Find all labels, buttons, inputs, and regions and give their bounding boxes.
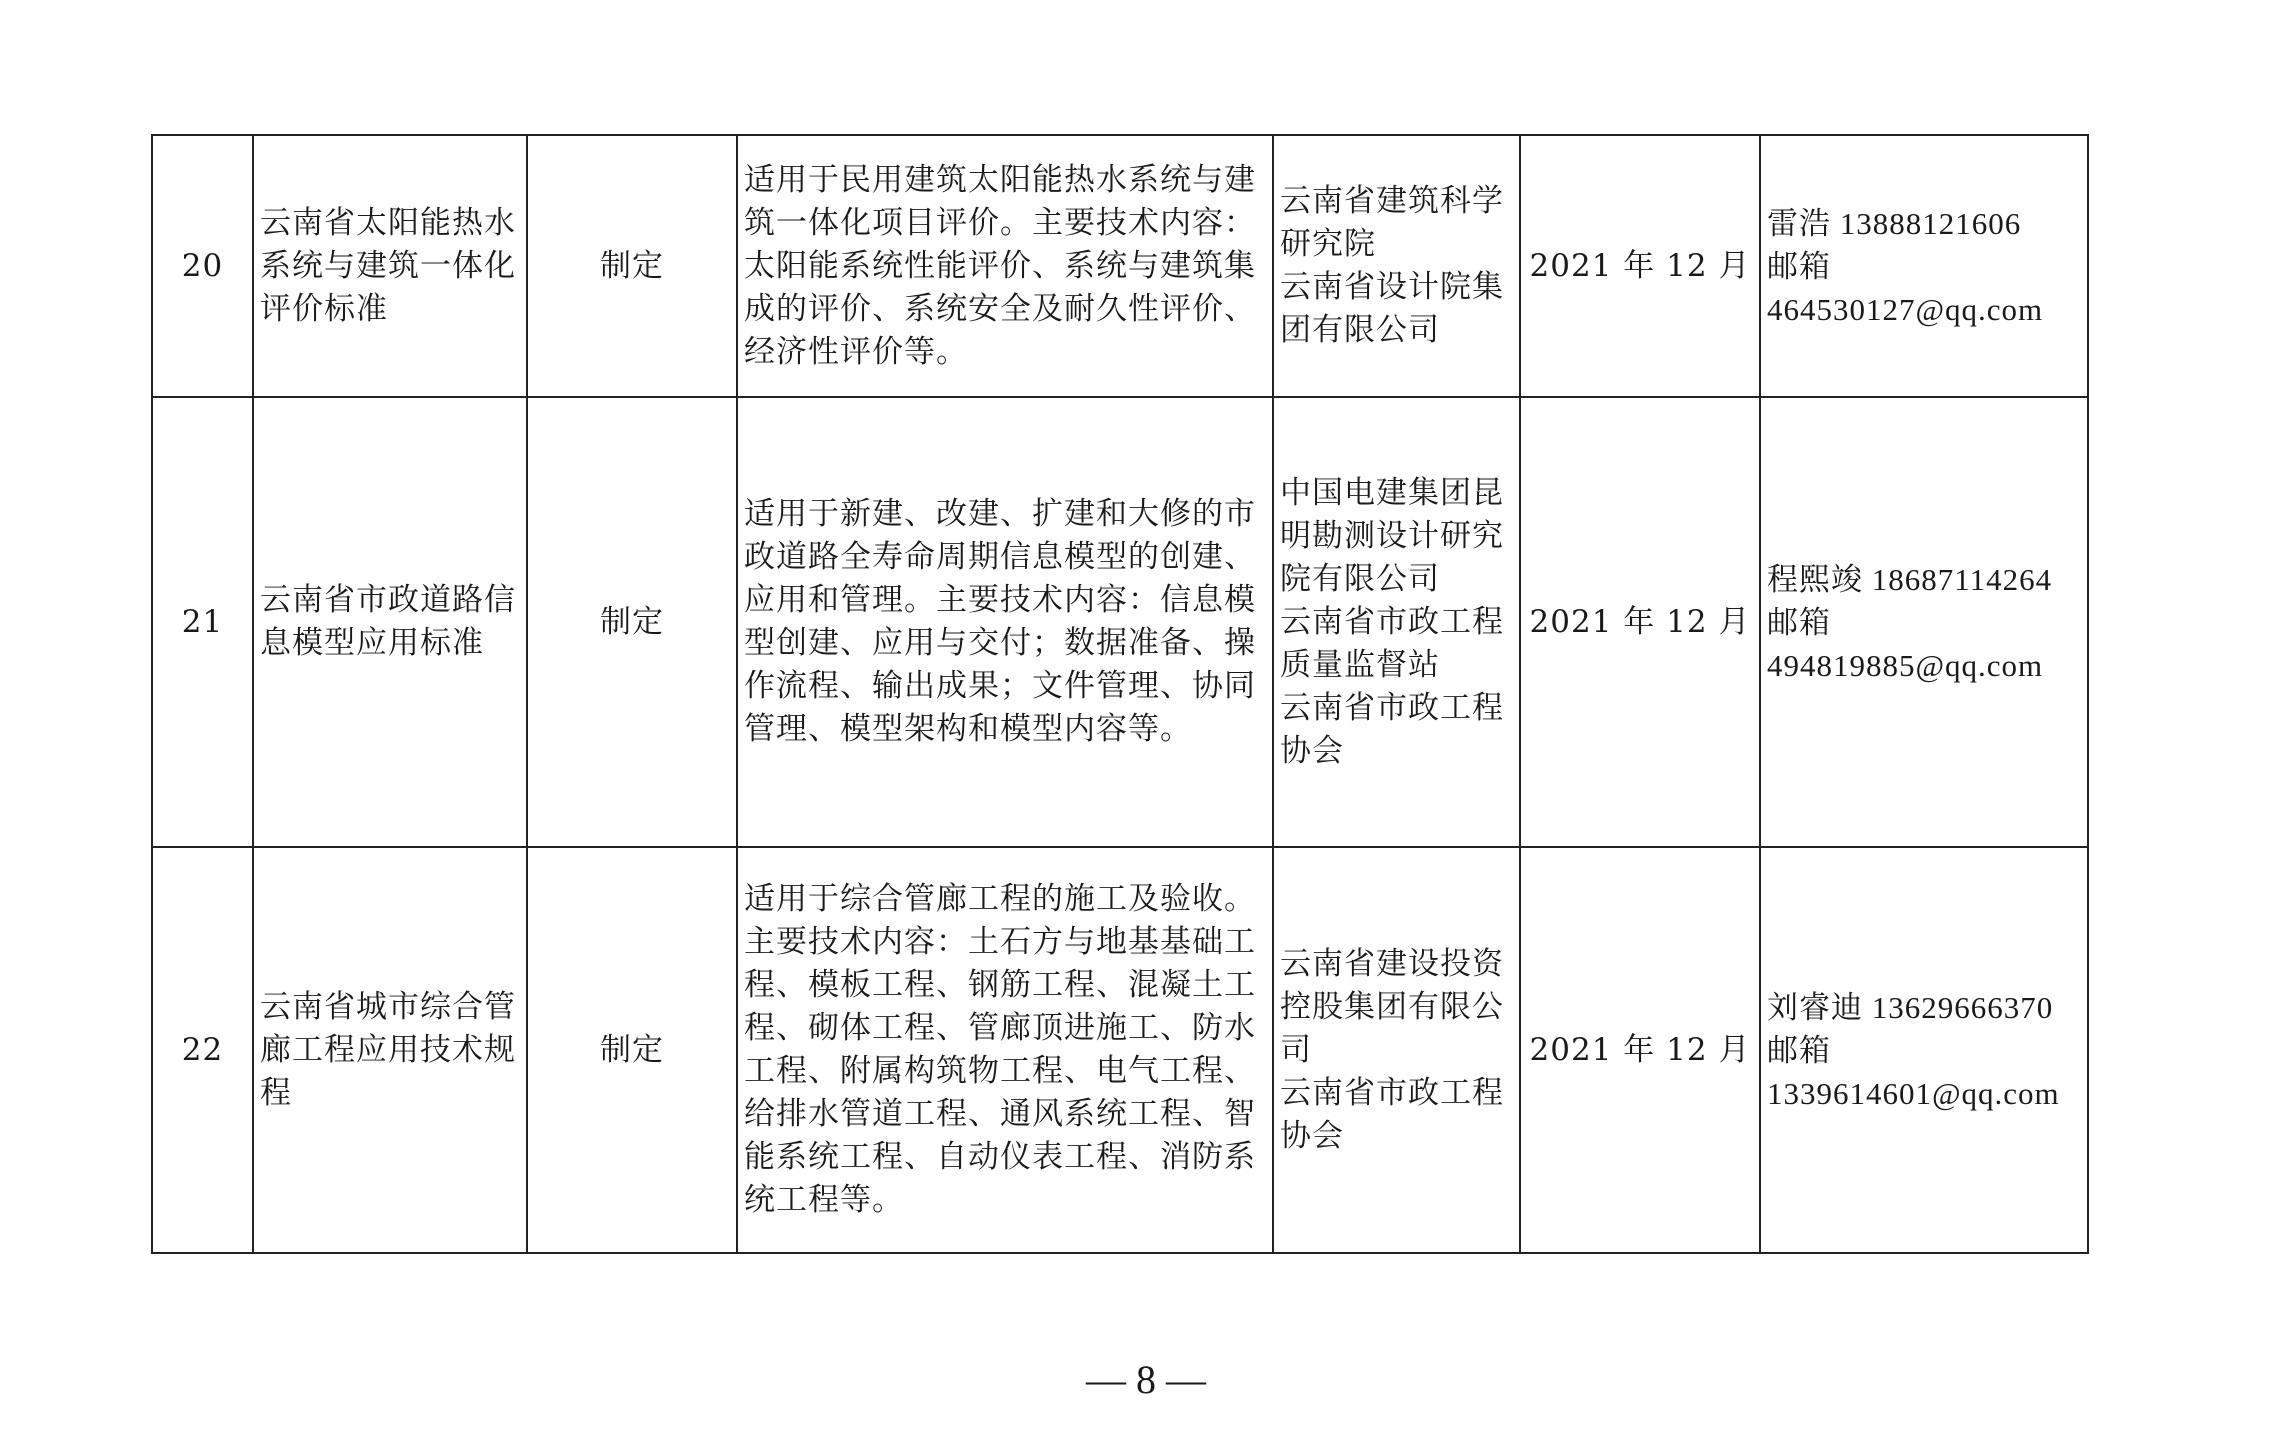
- email-label: 邮箱: [1767, 604, 1831, 640]
- contact-person: 雷浩 13888121606: [1767, 205, 2022, 241]
- table-row: [152, 847, 2088, 1253]
- contact-info: [1760, 135, 2088, 397]
- scope-description: 适用于民用建筑太阳能热水系统与建筑一体化项目评价。主要技术内容：太阳能系统性能评价、系统与建筑集成的评价、系统安全及耐久性评价、经济性评价等。: [737, 135, 1273, 397]
- email-label: 邮箱: [1767, 1032, 1831, 1068]
- scope-description: 适用于新建、改建、扩建和大修的市政道路全寿命周期信息模型的创建、应用和管理。主要技术内容：信息模型创建、应用与交付；数据准备、操作流程、输出成果；文件管理、协同管理、模型架构和模型内容等。: [737, 397, 1273, 847]
- standard-name: 云南省市政道路信息模型应用标准: [253, 397, 527, 847]
- table-row: [152, 397, 2088, 847]
- contact-email: 1339614601@qq.com: [1767, 1075, 2060, 1111]
- project-type: 制定: [527, 847, 737, 1253]
- completion-date: 2021 年 12 月: [1520, 135, 1760, 397]
- scope-description: 适用于综合管廊工程的施工及验收。主要技术内容：土石方与地基基础工程、模板工程、钢筋工程、混凝土工程、砌体工程、管廊顶进施工、防水工程、附属构筑物工程、电气工程、给排水管道工程、通风系统工程、智能系统工程、自动仪表工程、消防系统工程等。: [737, 847, 1273, 1253]
- contact-info: [1760, 397, 2088, 847]
- contact-person: 程熙竣 18687114264: [1767, 561, 2053, 597]
- contact-email: 494819885@qq.com: [1767, 647, 2044, 683]
- unit-line: 云南省建设投资控股集团有限公司: [1280, 945, 1504, 1068]
- page-number: — 8 —: [1086, 1357, 1206, 1402]
- responsible-units: [1273, 847, 1520, 1253]
- project-type: 制定: [527, 135, 737, 397]
- email-label: 邮箱: [1767, 248, 1831, 284]
- completion-date: 2021 年 12 月: [1520, 847, 1760, 1253]
- completion-date: 2021 年 12 月: [1520, 397, 1760, 847]
- row-number: 22: [152, 847, 253, 1253]
- unit-line: 云南省建筑科学研究院: [1280, 183, 1504, 262]
- unit-line: 中国电建集团昆明勘测设计研究院有限公司: [1280, 474, 1504, 597]
- unit-line: 云南省市政工程协会: [1280, 1074, 1504, 1154]
- contact-info: [1760, 847, 2088, 1253]
- responsible-units: [1273, 397, 1520, 847]
- unit-line: 云南省设计院集团有限公司: [1280, 269, 1504, 348]
- table-row: [152, 135, 2088, 397]
- contact-person: 刘睿迪 13629666370: [1767, 989, 2054, 1025]
- unit-line: 云南省市政工程质量监督站: [1280, 603, 1504, 683]
- responsible-units: [1273, 135, 1520, 397]
- row-number: 20: [152, 135, 253, 397]
- standards-table: [151, 134, 2089, 1254]
- unit-line: 云南省市政工程协会: [1280, 689, 1504, 769]
- contact-email: 464530127@qq.com: [1767, 291, 2044, 327]
- standard-name: 云南省太阳能热水系统与建筑一体化评价标准: [253, 135, 527, 397]
- row-number: 21: [152, 397, 253, 847]
- standard-name: 云南省城市综合管廊工程应用技术规程: [253, 847, 527, 1253]
- project-type: 制定: [527, 397, 737, 847]
